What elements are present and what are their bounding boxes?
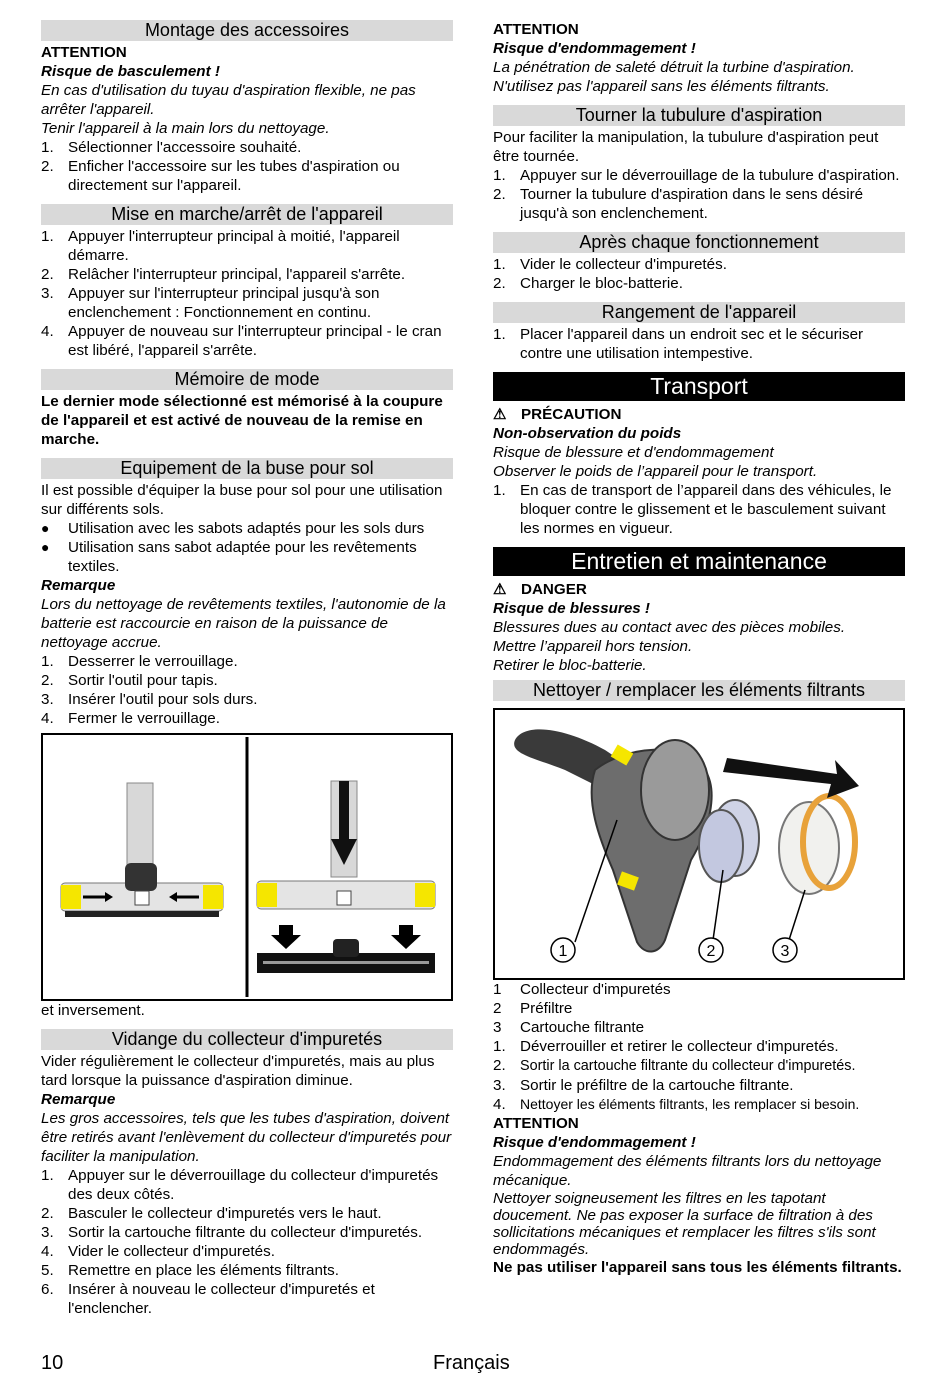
right-column xyxy=(493,20,905,1277)
warning-text: Nettoyer soigneusement les filtres en les tapotant doucement. Ne pas exposer la surface de filtration à des sollicitations mécaniques et remplacer les filtres s'ils sont endommagés. xyxy=(493,1190,876,1258)
step-list xyxy=(41,652,453,728)
list-item: 4. Nettoyer les éléments filtrants, les remplacer si besoin. xyxy=(493,1096,860,1113)
step-list xyxy=(493,255,905,293)
remark-label: Remarque xyxy=(41,1091,116,1108)
floor-nozzle-figure xyxy=(41,733,453,1001)
list-item: 1. Desserrer le verrouillage. xyxy=(41,653,238,670)
attention-label: ATTENTION xyxy=(493,1115,579,1132)
warning-text-bold: Ne pas utiliser l'appareil sans tous les éléments filtrants. xyxy=(493,1259,902,1276)
risk-label: Risque d'endommagement ! xyxy=(493,40,696,57)
risk-label: Non-observation du poids xyxy=(493,425,682,442)
list-item: 2. Tourner la tubulure d'aspiration dans le sens désiré jusqu'à son enclenchement. xyxy=(493,186,864,222)
body-text: Pour faciliter la manipulation, la tubulure d'aspiration peut être tournée. xyxy=(493,129,879,165)
language-label: Français xyxy=(433,1352,510,1374)
list-item: 1. Déverrouiller et retirer le collecteur d'impuretés. xyxy=(493,1038,839,1055)
risk-label: Risque de blessures ! xyxy=(493,600,650,617)
page-number: 10 xyxy=(41,1352,64,1374)
list-item: 6. Insérer à nouveau le collecteur d'impuretés et l'enclencher. xyxy=(41,1281,375,1317)
list-item: 3. Appuyer sur l'interrupteur principal jusqu'à son enclenchement : Fonctionnement en continu. xyxy=(41,285,380,321)
warning-triangle-icon: ⚠ xyxy=(493,406,507,423)
list-item: ● Utilisation avec les sabots adaptés pour les sols durs xyxy=(41,520,425,537)
list-item: 1. Vider le collecteur d'impuretés. xyxy=(493,256,727,273)
warning-text: Endommagement des éléments filtrants lors du nettoyage mécanique. xyxy=(493,1153,882,1189)
legend-item: 3 Cartouche filtrante xyxy=(493,1019,645,1036)
list-item: 4. Appuyer de nouveau sur l'interrupteur principal - le cran est libéré, l'appareil s'arrête. xyxy=(41,323,442,359)
list-item: 4. Fermer le verrouillage. xyxy=(41,710,220,727)
risk-label: Risque d'endommagement ! xyxy=(493,1134,696,1151)
list-item: 3. Insérer l'outil pour sols durs. xyxy=(41,691,258,708)
list-item: 2. Sortir la cartouche filtrante du collecteur d'impuretés. xyxy=(493,1057,856,1074)
section-heading: Rangement de l'appareil xyxy=(493,302,905,323)
section-heading: Mise en marche/arrêt de l'appareil xyxy=(41,204,453,225)
list-item: 2. Charger le bloc-batterie. xyxy=(493,275,683,292)
callout-2: 2 xyxy=(706,943,716,960)
section-heading: Tourner la tubulure d'aspiration xyxy=(493,105,905,126)
list-item: 2. Sortir l'outil pour tapis. xyxy=(41,672,218,689)
step-list xyxy=(493,481,905,538)
warning-text: Tenir l'appareil à la main lors du nettoyage. xyxy=(41,120,330,137)
section-heading: Montage des accessoires xyxy=(41,20,453,41)
step-list xyxy=(41,138,453,195)
list-item: 5. Remettre en place les éléments filtrants. xyxy=(41,1262,339,1279)
filter-illustration xyxy=(495,710,903,978)
step-list xyxy=(41,1166,453,1318)
step-list xyxy=(493,166,905,223)
section-heading: Mémoire de mode xyxy=(41,369,453,390)
remark-text: Les gros accessoires, tels que les tubes d'aspiration, doivent être retirés avant l'enlèvement du collecteur d'impuretés pour faciliter la manipulation. xyxy=(41,1110,452,1165)
list-item: 1. En cas de transport de l’appareil dans des véhicules, le bloquer contre le glissement et le basculement suivant les normes en vigueur. xyxy=(493,482,892,537)
chapter-heading: Transport xyxy=(493,372,905,401)
list-item: 4. Vider le collecteur d'impuretés. xyxy=(41,1243,275,1260)
attention-label: ATTENTION xyxy=(493,21,579,38)
list-item: 1. Appuyer sur le déverrouillage du collecteur d'impuretés des deux côtés. xyxy=(41,1167,439,1203)
list-item: 2. Relâcher l'interrupteur principal, l'appareil s'arrête. xyxy=(41,266,406,283)
warning-triangle-icon: ⚠ xyxy=(493,581,507,598)
floor-nozzle-illustration xyxy=(43,735,451,999)
body-text: Vider régulièrement le collecteur d'impuretés, mais au plus tard lorsque la puissance d'aspiration diminue. xyxy=(41,1053,435,1089)
legend-list xyxy=(493,980,905,1037)
warning-text: En cas d'utilisation du tuyau d'aspiration flexible, ne pas arrêter l'appareil. xyxy=(41,82,416,118)
section-heading: Après chaque fonctionnement xyxy=(493,232,905,253)
list-item: ● Utilisation sans sabot adaptée pour les revêtements textiles. xyxy=(41,539,417,575)
warning-text: N'utilisez pas l'appareil sans les éléments filtrants. xyxy=(493,78,830,95)
section-heading: Nettoyer / remplacer les éléments filtrants xyxy=(493,680,905,701)
attention-label: ATTENTION xyxy=(41,44,127,61)
warning-text: Blessures dues au contact avec des pièces mobiles. xyxy=(493,619,846,636)
section-heading: Equipement de la buse pour sol xyxy=(41,458,453,479)
step-list xyxy=(41,227,453,360)
danger-label: ⚠ DANGER xyxy=(493,581,587,598)
warning-text: Mettre l’appareil hors tension. xyxy=(493,638,693,655)
caution-label: ⚠ PRÉCAUTION xyxy=(493,406,622,423)
list-item: 3. Sortir la cartouche filtrante du collecteur d'impuretés. xyxy=(41,1224,423,1241)
warning-text: Risque de blessure et d'endommagement xyxy=(493,444,774,461)
list-item: 1. Appuyer sur le déverrouillage de la tubulure d'aspiration. xyxy=(493,167,900,184)
body-text: Il est possible d'équiper la buse pour sol pour une utilisation sur différents sols. xyxy=(41,482,443,518)
list-item: 1. Placer l'appareil dans un endroit sec et le sécuriser contre une utilisation intempestive. xyxy=(493,326,864,362)
legend-item: 2 Préfiltre xyxy=(493,1000,573,1017)
list-item: 2. Basculer le collecteur d'impuretés vers le haut. xyxy=(41,1205,382,1222)
legend-item: 1 Collecteur d'impuretés xyxy=(493,981,671,998)
list-item: 3. Sortir le préfiltre de la cartouche filtrante. xyxy=(493,1077,794,1094)
body-text: Le dernier mode sélectionné est mémorisé à la coupure de l'appareil et est activé de nouveau de la remise en marche. xyxy=(41,393,443,448)
body-text: et inversement. xyxy=(41,1002,145,1019)
step-list xyxy=(493,1037,905,1114)
warning-text: La pénétration de saleté détruit la turbine d'aspiration. xyxy=(493,59,855,76)
bullet-list xyxy=(41,519,453,576)
left-column xyxy=(41,20,453,1318)
step-list xyxy=(493,325,905,363)
section-heading: Vidange du collecteur d'impuretés xyxy=(41,1029,453,1050)
risk-label: Risque de basculement ! xyxy=(41,63,220,80)
list-item: 2. Enficher l'accessoire sur les tubes d'aspiration ou directement sur l'appareil. xyxy=(41,158,400,194)
remark-label: Remarque xyxy=(41,577,116,594)
list-item: 1. Appuyer l'interrupteur principal à moitié, l'appareil démarre. xyxy=(41,228,400,264)
list-item: 1. Sélectionner l'accessoire souhaité. xyxy=(41,139,302,156)
callout-3: 3 xyxy=(780,943,790,960)
filter-figure xyxy=(493,708,905,980)
remark-text: Lors du nettoyage de revêtements textiles, l'autonomie de la batterie est raccourcie en raison de la puissance de nettoyage accrue. xyxy=(41,596,446,651)
chapter-heading: Entretien et maintenance xyxy=(493,547,905,576)
warning-text: Observer le poids de l’appareil pour le transport. xyxy=(493,463,818,480)
callout-1: 1 xyxy=(558,943,568,960)
warning-text: Retirer le bloc-batterie. xyxy=(493,657,647,674)
